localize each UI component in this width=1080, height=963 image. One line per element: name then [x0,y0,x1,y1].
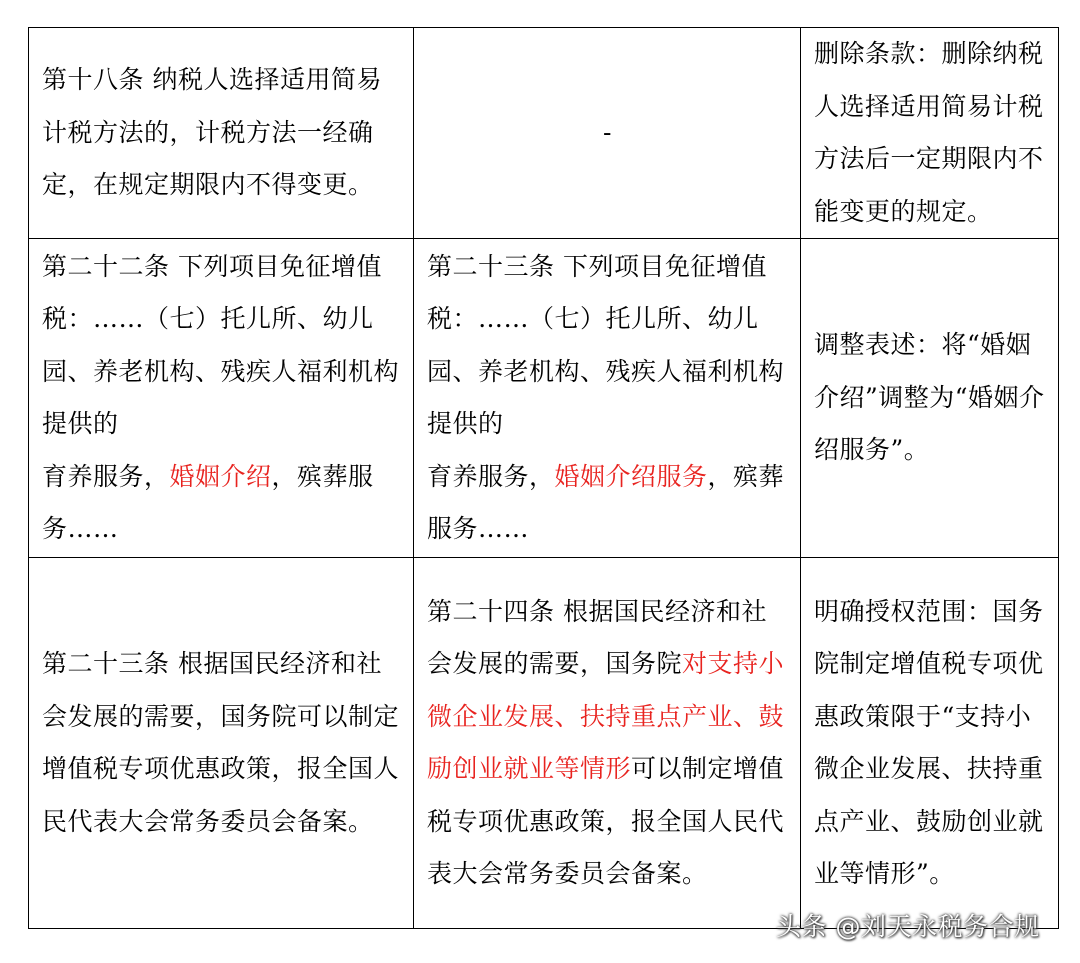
comparison-table [28,27,1059,929]
cell-text: 第二十二条 下列项目免征增值税：……（七）托儿所、幼儿园、养老机构、残疾人福利机构提供的 [42,251,400,438]
cell-paragraph [42,241,401,451]
table-row [29,558,1059,929]
cell-text: 第二十三条 下列项目免征增值税：……（七）托儿所、幼儿园、养老机构、残疾人福利机构提供的 [427,251,785,438]
cell-text: 调整表述：将“婚姻介绍”调整为“婚姻介绍服务”。 [814,330,1045,465]
cell-paragraph [42,638,401,848]
old-provision-cell [29,239,414,558]
cell-paragraph [427,241,788,451]
cell-text: 育养服务， [427,461,555,491]
cell-paragraph [814,28,1046,238]
comparison-table-body [29,28,1059,929]
old-provision-cell [29,558,414,929]
cell-text: - [603,117,612,147]
cell-paragraph [427,451,788,556]
cell-paragraph [814,319,1046,477]
cell-text: 育养服务， [42,461,170,491]
highlighted-text: 婚姻介绍 [169,461,272,491]
cell-paragraph [814,586,1046,901]
table-row [29,239,1059,558]
cell-text: 第二十三条 根据国民经济和社会发展的需要，国务院可以制定增值税专项优惠政策，报全国人民代表大会常务委员会备案。 [42,649,400,836]
cell-paragraph [427,107,788,160]
cell-text: 第十八条 纳税人选择适用简易计税方法的，计税方法一经确定，在规定期限内不得变更。 [42,65,382,200]
change-note-cell [801,558,1059,929]
new-provision-cell [414,28,801,239]
cell-paragraph [427,586,788,901]
new-provision-cell [414,239,801,558]
change-note-cell [801,239,1059,558]
table-row [29,28,1059,239]
watermark: 头条 @刘天永税务合规 [776,912,1040,941]
cell-text: 可以制定增值税专项优惠政策，报全国人民代表大会常务委员会备案。 [427,754,785,888]
change-note-cell [801,28,1059,239]
cell-text: 第二十四条 根据国民经济和社会发展的需要，国务院 [427,596,767,678]
highlighted-text: 对支持小微企业发展、扶持重点产业、鼓励创业就业等情形 [427,649,785,783]
old-provision-cell [29,28,414,239]
cell-paragraph [42,451,401,556]
cell-text: 明确授权范围：国务院制定增值税专项优惠政策限于“支持小微企业发展、扶持重点产业、鼓励创业就业等情形”。 [814,596,1044,888]
cell-paragraph [42,54,401,212]
cell-text: ，殡葬服务…… [42,461,374,543]
highlighted-text: 婚姻介绍服务 [554,461,708,491]
new-provision-cell [414,558,801,929]
cell-text: ，殡葬服务…… [427,461,785,543]
cell-text: 删除条款：删除纳税人选择适用简易计税方法后一定期限内不能变更的规定。 [814,39,1044,226]
